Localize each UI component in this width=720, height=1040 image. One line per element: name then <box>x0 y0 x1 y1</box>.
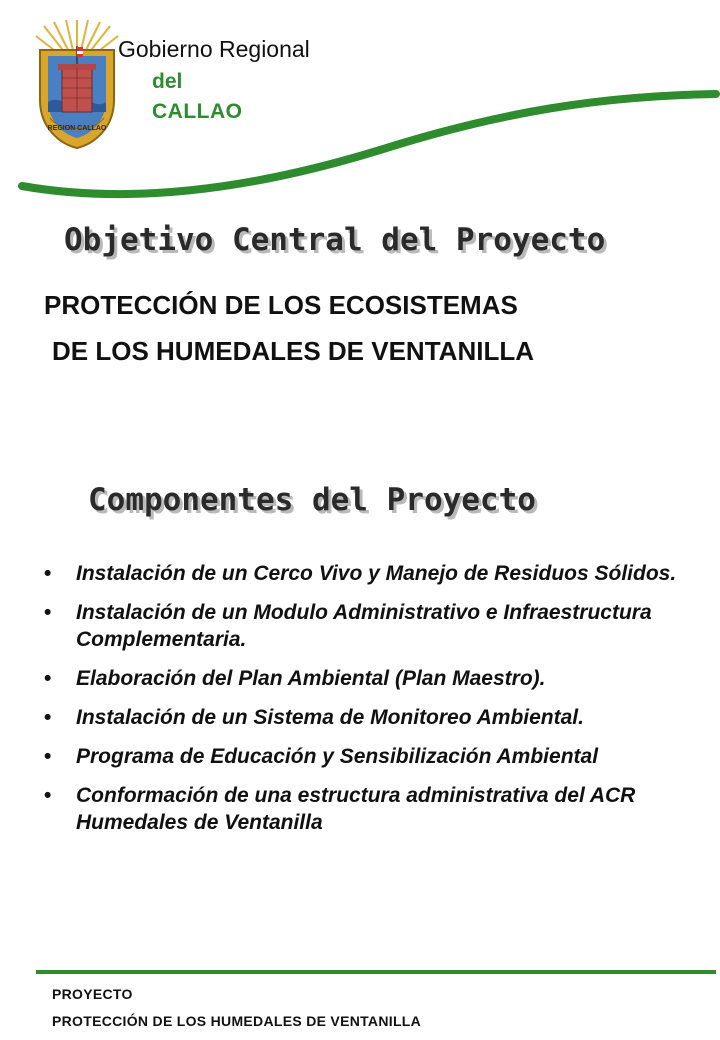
component-item <box>44 560 704 587</box>
component-item <box>44 704 704 731</box>
components-list <box>44 560 704 848</box>
bullet-icon: • <box>44 562 52 585</box>
components-heading: Componentes del Proyecto <box>88 482 536 518</box>
footer-divider <box>36 970 716 974</box>
component-item-text: Conformación de una estructura administrativa del ACR Humedales de Ventanilla <box>76 784 636 834</box>
regional-shield-logo <box>34 20 120 150</box>
organization-name-line1: Gobierno Regional <box>118 36 310 62</box>
component-item <box>44 743 704 770</box>
component-item-text: Instalación de un Sistema de Monitoreo Ambiental. <box>76 706 584 729</box>
svg-text:REGION CALLAO: REGION CALLAO <box>47 125 107 132</box>
bullet-icon: • <box>44 601 52 624</box>
component-item-text: Elaboración del Plan Ambiental (Plan Maestro). <box>76 667 546 690</box>
bullet-icon: • <box>44 667 52 690</box>
organization-name-line3: CALLAO <box>152 100 243 123</box>
bullet-icon: • <box>44 784 52 807</box>
component-item-text: Instalación de un Cerco Vivo y Manejo de Residuos Sólidos. <box>76 562 677 585</box>
bullet-icon: • <box>44 745 52 768</box>
component-item <box>44 665 704 692</box>
component-item-text: Programa de Educación y Sensibilización Ambiental <box>76 745 599 768</box>
component-item <box>44 782 704 836</box>
bullet-icon: • <box>44 706 52 729</box>
component-item-text: Instalación de un Modulo Administrativo e Infraestructura Complementaria. <box>76 601 652 651</box>
footer-label: PROYECTO <box>52 986 133 1002</box>
component-item <box>44 599 704 653</box>
objective-text-line2: DE LOS HUMEDALES DE VENTANILLA <box>52 336 534 366</box>
objective-heading: Objetivo Central del Proyecto <box>64 222 606 258</box>
organization-name-line2: del <box>152 70 183 93</box>
footer-project-name: PROTECCIÓN DE LOS HUMEDALES DE VENTANILLA <box>52 1013 422 1029</box>
objective-text-line1: PROTECCIÓN DE LOS ECOSISTEMAS <box>44 290 518 320</box>
